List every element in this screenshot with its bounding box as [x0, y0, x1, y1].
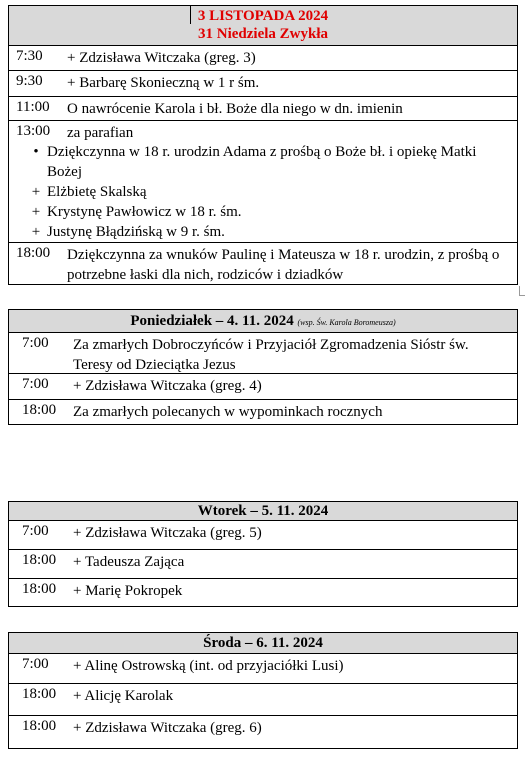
- mass-time: 7:30: [16, 48, 43, 64]
- monday-note: (wsp. Św. Karola Boromeusza): [297, 318, 396, 327]
- mass-row: [9, 120, 517, 242]
- tuesday-title: Wtorek – 5. 11. 2024: [197, 503, 329, 519]
- mass-row: [9, 715, 517, 748]
- mass-intention: Dziękczynna za wnuków Paulinę i Mateusza w 18 r. urodzin, z prośbą o potrzebne łaski dla nich, rodziców i dziadków: [67, 247, 500, 283]
- mass-time: 7:00: [22, 376, 49, 392]
- list-item-text: Elżbietę Skalską: [47, 184, 147, 200]
- mass-row: [9, 578, 517, 606]
- list-item-text: Justynę Błądzińską w 9 r. śm.: [47, 224, 225, 240]
- mass-intention: Za zmarłych polecanych w wypominkach rocznych: [73, 404, 383, 420]
- mass-intention: Za zmarłych Dobroczyńców i Przyjaciół Zgromadzenia Sióstr św. Teresy od Dzieciątka Jezus: [73, 337, 469, 373]
- mass-intention: + Zdzisława Witczaka (greg. 4): [73, 378, 262, 394]
- text-cursor: [190, 6, 191, 24]
- paragraph-marker: [519, 286, 525, 296]
- mass-row: [9, 399, 517, 424]
- mass-intention: + Barbarę Skonieczną w 1 r śm.: [67, 75, 260, 91]
- mass-intention: za parafian: [67, 125, 134, 141]
- mass-intention: + Alinę Ostrowską (int. od przyjaciółki Lusi): [73, 658, 344, 674]
- mass-intention: + Tadeusza Zająca: [73, 554, 185, 570]
- mass-row: [9, 549, 517, 578]
- mass-time: 11:00: [16, 99, 50, 115]
- mass-row: [9, 96, 517, 120]
- mass-time: 7:00: [22, 656, 49, 672]
- tuesday-header: [9, 502, 517, 521]
- wednesday-header: [9, 633, 517, 654]
- mass-row: [9, 46, 517, 70]
- sunday-subtitle: 31 Niedziela Zwykła: [198, 26, 328, 42]
- list-item: [9, 142, 509, 182]
- sunday-table: [8, 5, 518, 285]
- list-item: [9, 222, 509, 242]
- mass-time: 18:00: [22, 581, 57, 597]
- mass-row: [9, 654, 517, 683]
- mass-intention: + Zdzisława Witczaka (greg. 3): [67, 50, 256, 66]
- mass-time: 18:00: [22, 686, 57, 702]
- mass-intention: + Alicję Karolak: [73, 688, 174, 704]
- mass-row: [9, 521, 517, 549]
- mass-time: 18:00: [16, 245, 51, 261]
- list-item-text: Dziękczynna w 18 r. urodzin Adama z prośbą o Boże bł. i opiekę Matki Bożej: [47, 144, 477, 180]
- mass-time: 13:00: [16, 123, 51, 139]
- sunday-title: 3 LISTOPADA 2024: [197, 8, 329, 24]
- wednesday-table: [8, 632, 518, 749]
- monday-header: [9, 310, 517, 333]
- monday-title: Poniedziałek – 4. 11. 2024: [130, 313, 294, 329]
- sunday-header: [9, 6, 517, 46]
- mass-time: 18:00: [22, 402, 57, 418]
- mass-row: [9, 373, 517, 399]
- mass-intention: + Marię Pokropek: [73, 583, 183, 599]
- mass-time: 7:00: [22, 523, 49, 539]
- bullet-mark: •: [33, 144, 39, 160]
- wednesday-title: Środa – 6. 11. 2024: [203, 635, 323, 651]
- mass-intention: + Zdzisława Witczaka (greg. 5): [73, 525, 262, 541]
- monday-table: [8, 309, 518, 425]
- bullet-mark: +: [31, 204, 41, 220]
- mass-intention: + Zdzisława Witczaka (greg. 6): [73, 720, 262, 736]
- mass-row: [9, 333, 517, 373]
- list-item: [9, 202, 509, 222]
- mass-time: 7:00: [22, 335, 49, 351]
- mass-time: 9:30: [16, 73, 43, 89]
- mass-row: [9, 683, 517, 715]
- list-item: [9, 182, 509, 202]
- intention-list: [9, 142, 509, 242]
- mass-row: [9, 70, 517, 96]
- mass-time: 18:00: [22, 718, 57, 734]
- list-item-text: Krystynę Pawłowicz w 18 r. śm.: [47, 204, 242, 220]
- bullet-mark: +: [31, 224, 41, 240]
- mass-time: 18:00: [22, 552, 57, 568]
- mass-row: [9, 242, 517, 284]
- mass-intention: O nawrócenie Karola i bł. Boże dla niego w dn. imienin: [67, 101, 403, 117]
- tuesday-table: [8, 501, 518, 607]
- bullet-mark: +: [31, 184, 41, 200]
